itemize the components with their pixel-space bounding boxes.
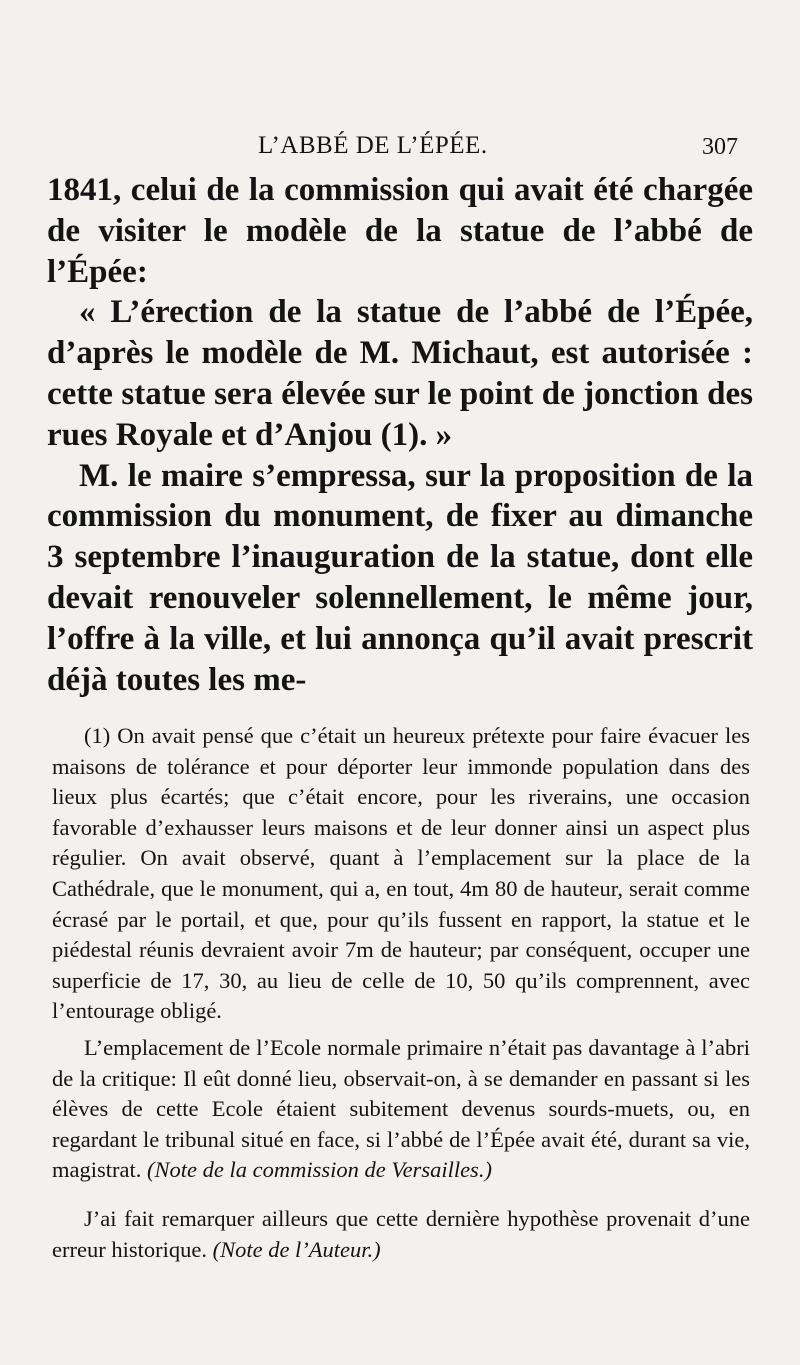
author-note-text: J’ai fait remarquer ailleurs que cette dernière hypothèse provenait d’une erreur historique. bbox=[52, 1205, 750, 1262]
author-note-citation: (Note de l’Auteur.) bbox=[212, 1236, 381, 1262]
page-number: 307 bbox=[702, 134, 738, 160]
paragraph: M. le maire s’empressa, sur la proposition de la commission du monument, de fixer au dimanche 3 septembre l’inauguration de la statue, dont elle devait renouveler solennellement, le même jour, l’offre à la ville, et lui annonça qu’il avait prescrit déjà toutes les me- bbox=[47, 457, 753, 698]
running-title: L’ABBÉ DE L’ÉPÉE. bbox=[258, 132, 488, 159]
footnote-citation: (Note de la commission de Versailles.) bbox=[146, 1157, 492, 1183]
quotation-paragraph: « L’érection de la statue de l’abbé de l’Épée, d’après le modèle de M. Michaut, est autorisée : cette statue sera élevée sur le point de jonction des rues Royale et d’Anjou (1). » bbox=[47, 294, 753, 453]
author-note bbox=[52, 1204, 750, 1265]
footnote-text: L’emplacement de l’Ecole normale primaire n’était pas davantage à l’abri de la critique: Il eût donné lieu, observait-on, à se demander en passant si les élèves de cette Ecole étaient subitement devenus sourds-muets, ou, en regardant le tribunal situé en face, si l’abbé de l’Épée avait été, durant sa vie, magistrat. bbox=[52, 1034, 750, 1183]
footnotes bbox=[52, 721, 750, 1265]
footnote-1: (1) On avait pensé que c’était un heureux prétexte pour faire évacuer les maisons de tolérance et pour déporter leur immonde population dans des lieux plus écartés; que c’était encore, pour les riverains, une occasion favorable d’exhausser leurs maisons et de leur donner ainsi un aspect plus régulier. On avait observé, quant à l’emplacement sur la place de la Cathédrale, que le monument, qui a, en tout, 4m 80 de hauteur, serait comme écrasé par le portail, et que, pour qu’ils fussent en rapport, la statue et le piédestal réunis devraient avoir 7m de hauteur; par conséquent, occuper une superficie de 17, 30, au lieu de celle de 10, 50 qu’ils comprennent, avec l’entourage obligé. bbox=[52, 723, 750, 1024]
footnote-continuation bbox=[52, 1033, 750, 1186]
paragraph-continued: 1841, celui de la commission qui avait été chargée de visiter le modèle de la statue de l’abbé de l’Épée: bbox=[47, 172, 753, 290]
main-text bbox=[47, 170, 753, 700]
page-header bbox=[0, 128, 800, 164]
